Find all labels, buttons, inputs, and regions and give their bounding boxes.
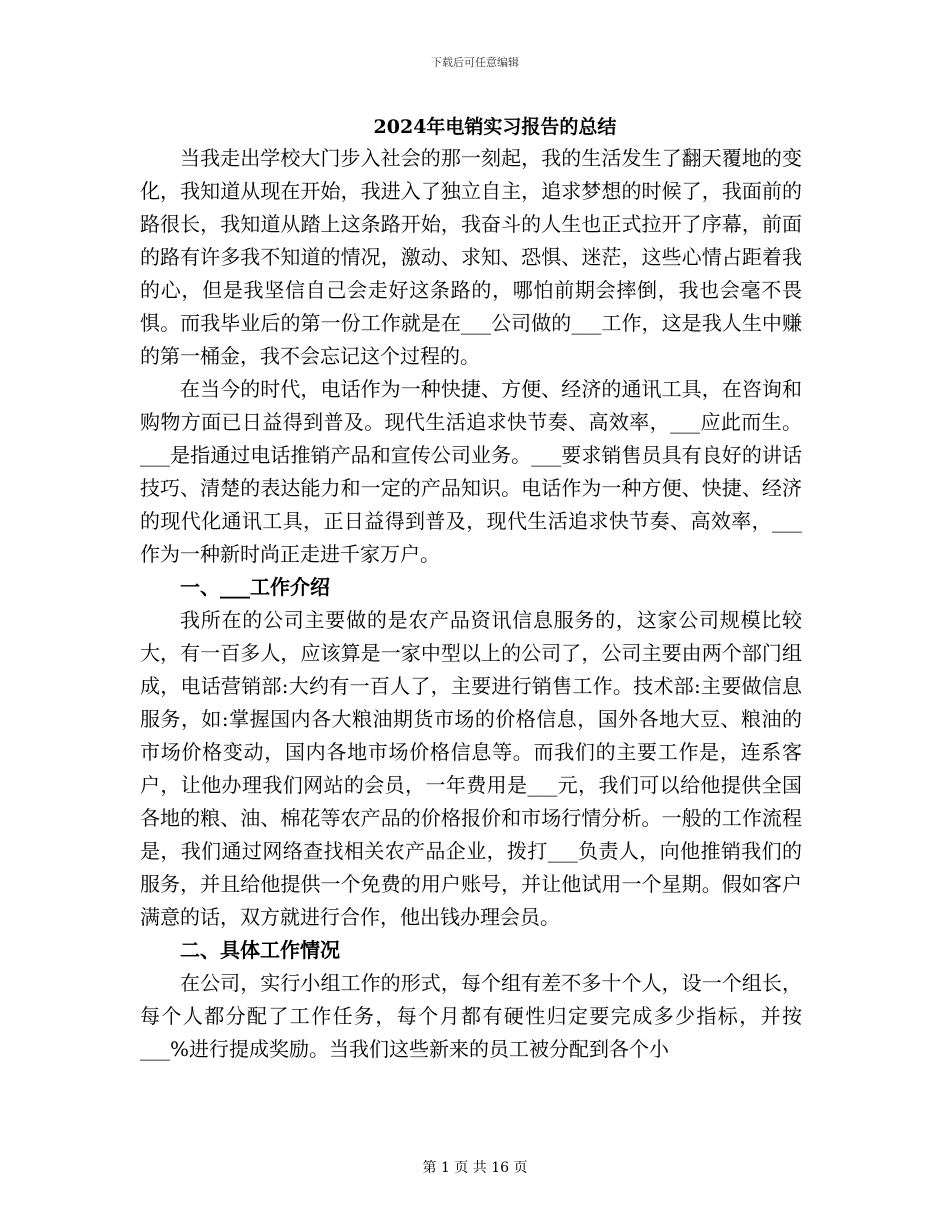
document-body bbox=[140, 142, 802, 1066]
document-title: 2024年电销实习报告的总结 bbox=[373, 116, 617, 138]
section2-paragraph: 在公司，实行小组工作的形式，每个组有差不多十个人，设一个组长，每个人都分配了工作任务，每个月都有硬性归定要完成多少指标，并按___%进行提成奖励。当我们这些新来的员工被分配到各个小 bbox=[140, 971, 802, 1061]
context-paragraph: 在当今的时代，电话作为一种快捷、方便、经济的通讯工具，在咨询和购物方面已日益得到普及。现代生活追求快节奏、高效率，___应此而生。___是指通过电话推销产品和宣传公司业务。___要求销售员具有良好的讲话技巧、清楚的表达能力和一定的产品知识。电话作为一种方便、快捷、经济的现代化通讯工具，正日益得到普及，现代生活追求快节奏、高效率，___作为一种新时尚正走进千家万户。 bbox=[140, 377, 802, 566]
section1-paragraph: 我所在的公司主要做的是农产品资讯信息服务的，这家公司规模比较大，有一百多人，应该算是一家中型以上的公司了，公司主要由两个部门组成，电话营销部:大约有一百人了，主要进行销售工作。技术部:主要做信息服务，如:掌握国内各大粮油期货市场的价格信息，国外各地大豆、粮油的市场价格变动，国内各地市场价格信息等。而我们的主要工作是，连系客户，让他办理我们网站的会员，一年费用是___元，我们可以给他提供全国各地的粮、油、棉花等农产品的价格报价和市场行情分析。一般的工作流程是，我们通过网络查找相关农产品企业，拨打___负责人，向他推销我们的服务，并且给他提供一个免费的用户账号，并让他试用一个星期。假如客户满意的话，双方就进行合作，他出钱办理会员。 bbox=[140, 608, 802, 929]
section1-heading: 一、___工作介绍 bbox=[180, 575, 330, 599]
page-header-note: 下载后可任意编辑 bbox=[431, 56, 519, 69]
intro-paragraph: 当我走出学校大门步入社会的那一刻起，我的生活发生了翻天覆地的变化，我知道从现在开始，我进入了独立自主，追求梦想的时候了，我面前的路很长，我知道从踏上这条路开始，我奋斗的人生也正式拉开了序幕，前面的路有许多我不知道的情况，激动、求知、恐惧、迷茫，这些心情占距着我的心，但是我坚信自己会走好这条路的，哪怕前期会摔倒，我也会毫不畏惧。而我毕业后的第一份工作就是在___公司做的___工作，这是我人生中赚的第一桶金，我不会忘记这个过程的。 bbox=[140, 146, 802, 368]
section2-heading: 二、具体工作情况 bbox=[180, 938, 340, 962]
page-number-footer: 第 1 页 共 16 页 bbox=[422, 1160, 528, 1176]
